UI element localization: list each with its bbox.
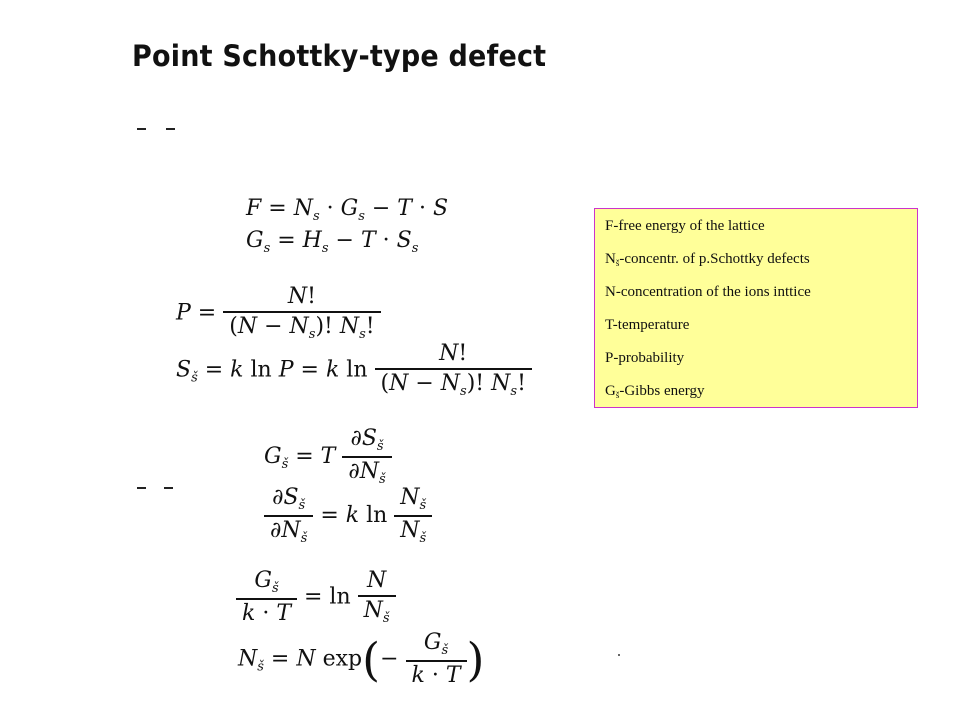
formula-defect-concentration: $N_š = N$ exp(− $\frac{G_š}{k \cdot T}$ ) bbox=[238, 630, 485, 688]
dash-mark bbox=[137, 128, 146, 130]
formula-entropy-derivative: $\frac{\partial S_š}{\partial N_š}$ = k ln $\frac{N_š}{N_š}$ bbox=[264, 487, 432, 545]
dash-mark bbox=[137, 487, 146, 489]
formula-gibbs-derivative: $G_š = T$ $\frac{\partial S_š}{\partial N_š}$ bbox=[264, 428, 392, 486]
legend-item: $G_š$-Gibbs energy bbox=[605, 383, 705, 400]
legend-item: F-free energy of the lattice bbox=[605, 218, 765, 234]
legend-item: $N_š$-concentr. of p.Schottky defects bbox=[605, 251, 810, 268]
scan-speck bbox=[618, 654, 620, 656]
legend-item: N-concentration of the ions inttice bbox=[605, 284, 811, 300]
dash-mark bbox=[166, 128, 175, 130]
legend-item: T-temperature bbox=[605, 317, 690, 333]
formula-gibbs-energy: $G_s = H_s - T \cdot S_s$ bbox=[246, 228, 419, 256]
formula-gibbs-ratio: $\frac{G_š}{k \cdot T}$ = ln $\frac{N}{N_š}$ bbox=[236, 570, 396, 625]
formula-probability: P = $\frac{N!}{(N - N_s)! N_s!}$ bbox=[176, 286, 381, 341]
formula-entropy: $S_š = k$ ln P = k ln $\frac{N!}{(N - N_s)! N_s!}$ bbox=[176, 343, 532, 398]
legend-item: P-probability bbox=[605, 350, 685, 366]
formula-free-energy: $F = N_s \cdot G_s - T \cdot S$ bbox=[246, 196, 449, 224]
dash-mark bbox=[164, 487, 173, 489]
page-title: Point Schottky-type defect bbox=[132, 40, 547, 74]
legend-box bbox=[594, 208, 918, 408]
